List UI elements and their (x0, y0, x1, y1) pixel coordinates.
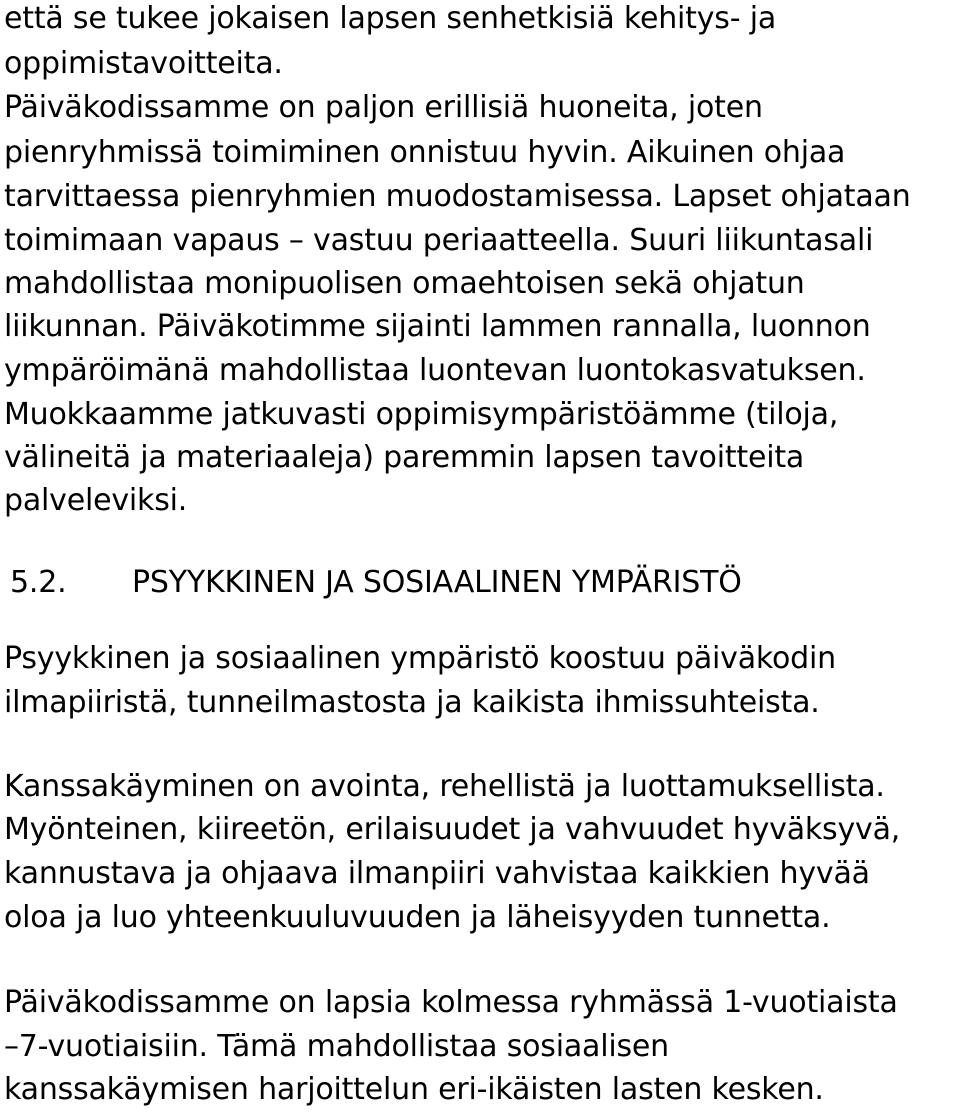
text-line: pienryhmissä toimiminen onnistuu hyvin. Aikuinen ohjaa (4, 135, 846, 170)
text-line: oppimistavoitteita. (4, 46, 283, 81)
text-line: liikunnan. Päiväkotimme sijainti lammen rannalla, luonnon (4, 309, 871, 344)
section-title: PSYYKKINEN JA SOSIAALINEN YMPÄRISTÖ (132, 565, 742, 600)
text-line: palveleviksi. (4, 483, 188, 518)
text-line: kanssakäymisen harjoittelun eri-ikäisten lasten kesken. (4, 1072, 824, 1107)
text-line: kannustava ja ohjaava ilmanpiiri vahvistaa kaikkien hyvää (4, 856, 870, 891)
section-heading (10, 561, 742, 605)
section-number: 5.2. (10, 565, 67, 600)
text-line: Päiväkodissamme on paljon erillisiä huoneita, joten (4, 90, 763, 125)
text-line: että se tukee jokaisen lapsen senhetkisiä kehitys- ja (4, 1, 777, 36)
text-line: Päiväkodissamme on lapsia kolmessa ryhmässä 1-vuotiaista (4, 985, 898, 1020)
text-line: Muokkaamme jatkuvasti oppimisympäristöämme (tiloja, (4, 397, 839, 432)
text-line: ympäröimänä mahdollistaa luontevan luontokasvatuksen. (4, 353, 866, 388)
text-line: toimimaan vapaus – vastuu periaatteella. Suuri liikuntasali (4, 223, 874, 258)
text-line: oloa ja luo yhteenkuuluvuuden ja läheisyyden tunnetta. (4, 900, 831, 935)
text-line: Myönteinen, kiireetön, erilaisuudet ja vahvuudet hyväksyvä, (4, 812, 901, 847)
text-line: välineitä ja materiaaleja) paremmin lapsen tavoitteita (4, 440, 805, 475)
text-line: Psyykkinen ja sosiaalinen ympäristö koostuu päiväkodin (4, 641, 836, 676)
text-line: tarvittaessa pienryhmien muodostamisessa. Lapset ohjataan (4, 179, 911, 214)
text-line: mahdollistaa monipuolisen omaehtoisen sekä ohjatun (4, 266, 805, 301)
text-line: Kanssakäyminen on avointa, rehellistä ja luottamuksellista. (4, 769, 885, 804)
text-line: –7-vuotiaisiin. Tämä mahdollistaa sosiaalisen (4, 1029, 669, 1064)
text-line: ilmapiiristä, tunneilmastosta ja kaikista ihmissuhteista. (4, 685, 820, 720)
